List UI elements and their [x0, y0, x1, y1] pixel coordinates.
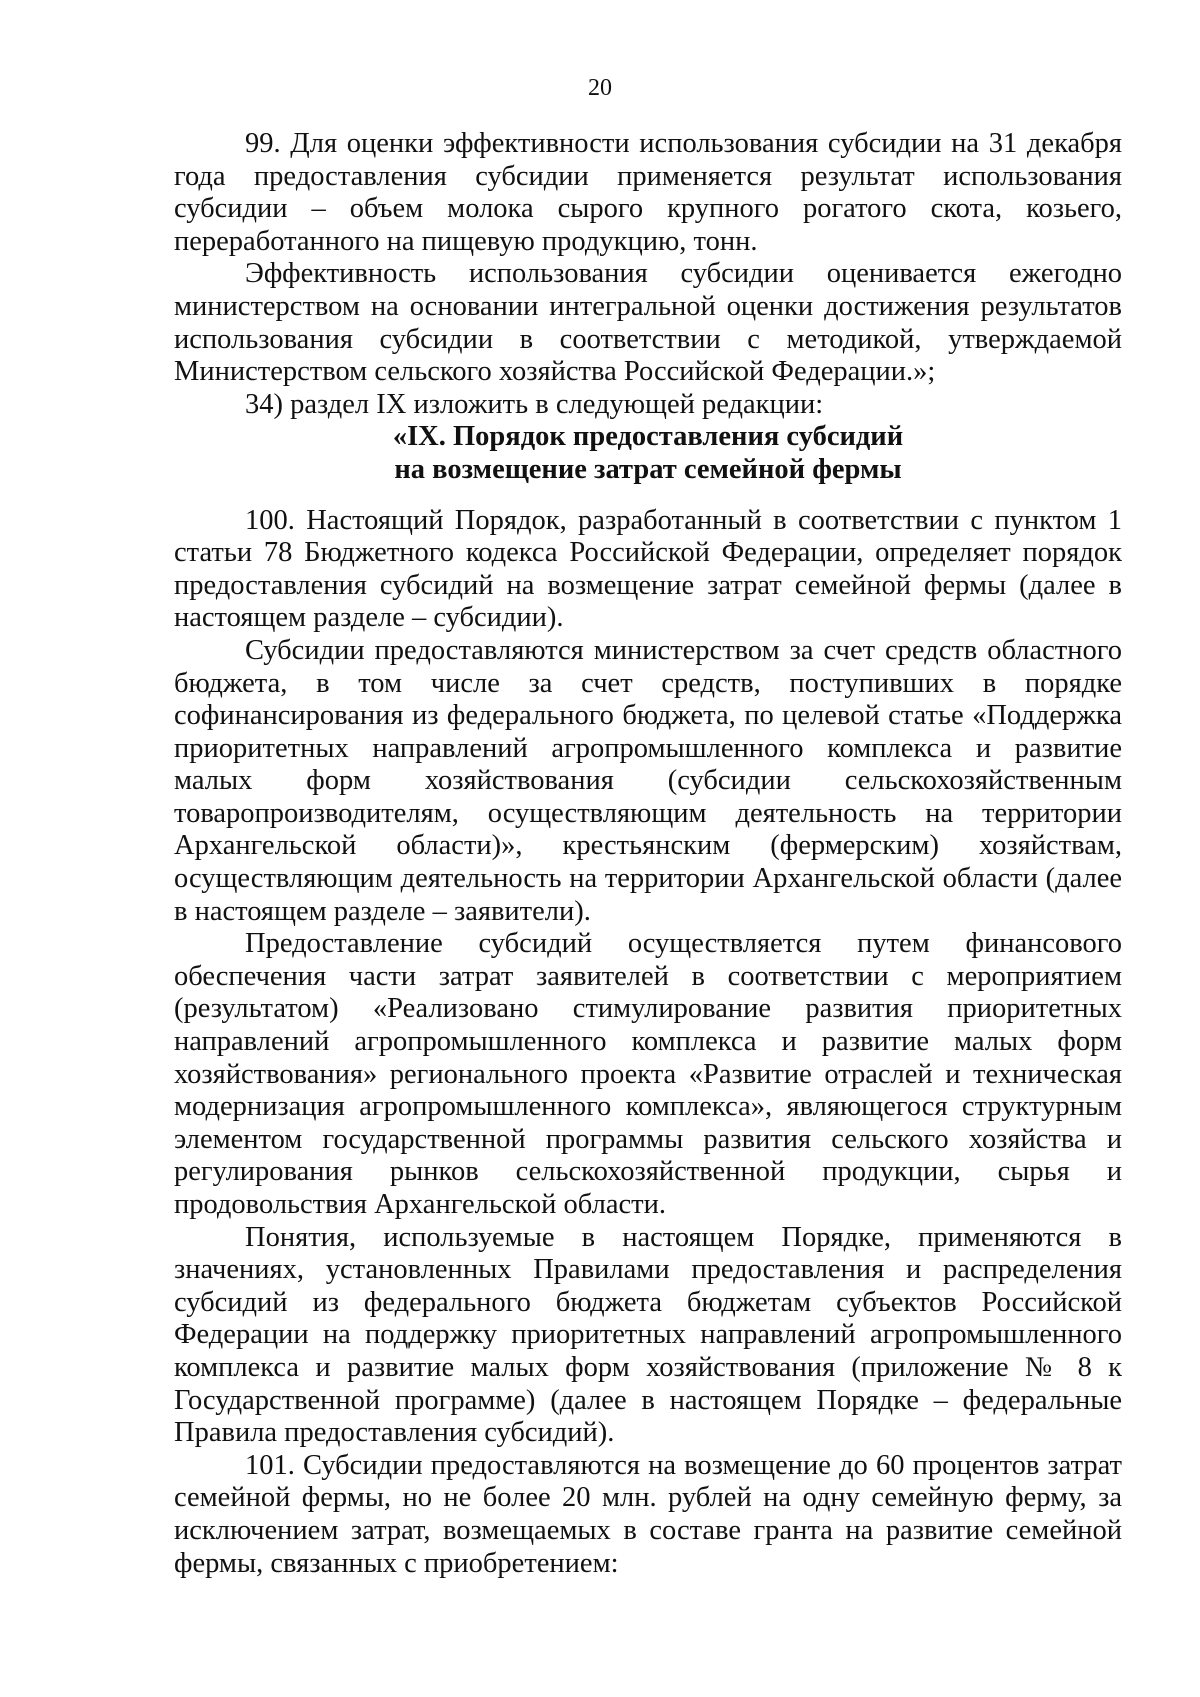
paragraph-item-34: 34) раздел IX изложить в следующей редакции:: [245, 388, 824, 420]
paragraph-efficiency: Эффективность использования субсидии оценивается ежегодно министерством на основании интегральной оценки достижения результатов использования субсидии в соответствии с методикой, утверждаемой Министерством сельского хозяйства Российской Федерации.»;: [174, 258, 1122, 388]
section-heading-line-1: «IX. Порядок предоставления субсидий: [392, 421, 904, 453]
paragraph-definitions: Понятия, используемые в настоящем Порядке, применяются в значениях, установленных Правилами предоставления и распределения субсидий из федерального бюджета бюджетам субъектов Российской Федерации на поддержку приоритетных направлений агропромышленного комплекса и развитие малых форм хозяйствования (приложение № 8 к Государственной программе) (далее в настоящем Порядке – федеральные Правила предоставления субсидий).: [174, 1221, 1122, 1449]
paragraph-subsidy-source: Субсидии предоставляются министерством за счет средств областного бюджета, в том числе за счет средств, поступивших в порядке софинансирования из федерального бюджета, по целевой статье «Поддержка приоритетных направлений агропромышленного комплекса и развитие малых форм хозяйствования (субсидии сельскохозяйственным товаропроизводителям, осуществляющим деятельность на территории Архангельской области)», крестьянским (фермерским) хозяйствам, осуществляющим деятельность на территории Архангельской области (далее в настоящем разделе – заявители).: [174, 634, 1122, 927]
section-heading-line-2: на возмещение затрат семейной фермы: [394, 453, 902, 485]
section-heading: [174, 421, 1122, 486]
page-number: 20: [588, 75, 612, 101]
document-body: [174, 128, 1122, 1580]
paragraph-100: 100. Настоящий Порядок, разработанный в соответствии с пунктом 1 статьи 78 Бюджетного кодекса Российской Федерации, определяет порядок предоставления субсидий на возмещение затрат семейной фермы (далее в настоящем разделе – субсидии).: [174, 504, 1122, 634]
paragraph-subsidy-provision: Предоставление субсидий осуществляется путем финансового обеспечения части затрат заявителей в соответствии с мероприятием (результатом) «Реализовано стимулирование развития приоритетных направлений агропромышленного комплекса и развитие малых форм хозяйствования» регионального проекта «Развитие отраслей и техническая модернизация агропромышленного комплекса», являющегося структурным элементом государственной программы развития сельского хозяйства и регулирования рынков сельскохозяйственной продукции, сырья и продовольствия Архангельской области.: [174, 928, 1122, 1220]
paragraph-101: 101. Субсидии предоставляются на возмещение до 60 процентов затрат семейной фермы, но не более 20 млн. рублей на одну семейную ферму, за исключением затрат, возмещаемых в составе гранта на развитие семейной фермы, связанных с приобретением:: [174, 1449, 1122, 1579]
paragraph-99: 99. Для оценки эффективности использования субсидии на 31 декабря года предоставления субсидии применяется результат использования субсидии – объем молока сырого крупного рогатого скота, козьего, переработанного на пищевую продукцию, тонн.: [174, 128, 1122, 257]
